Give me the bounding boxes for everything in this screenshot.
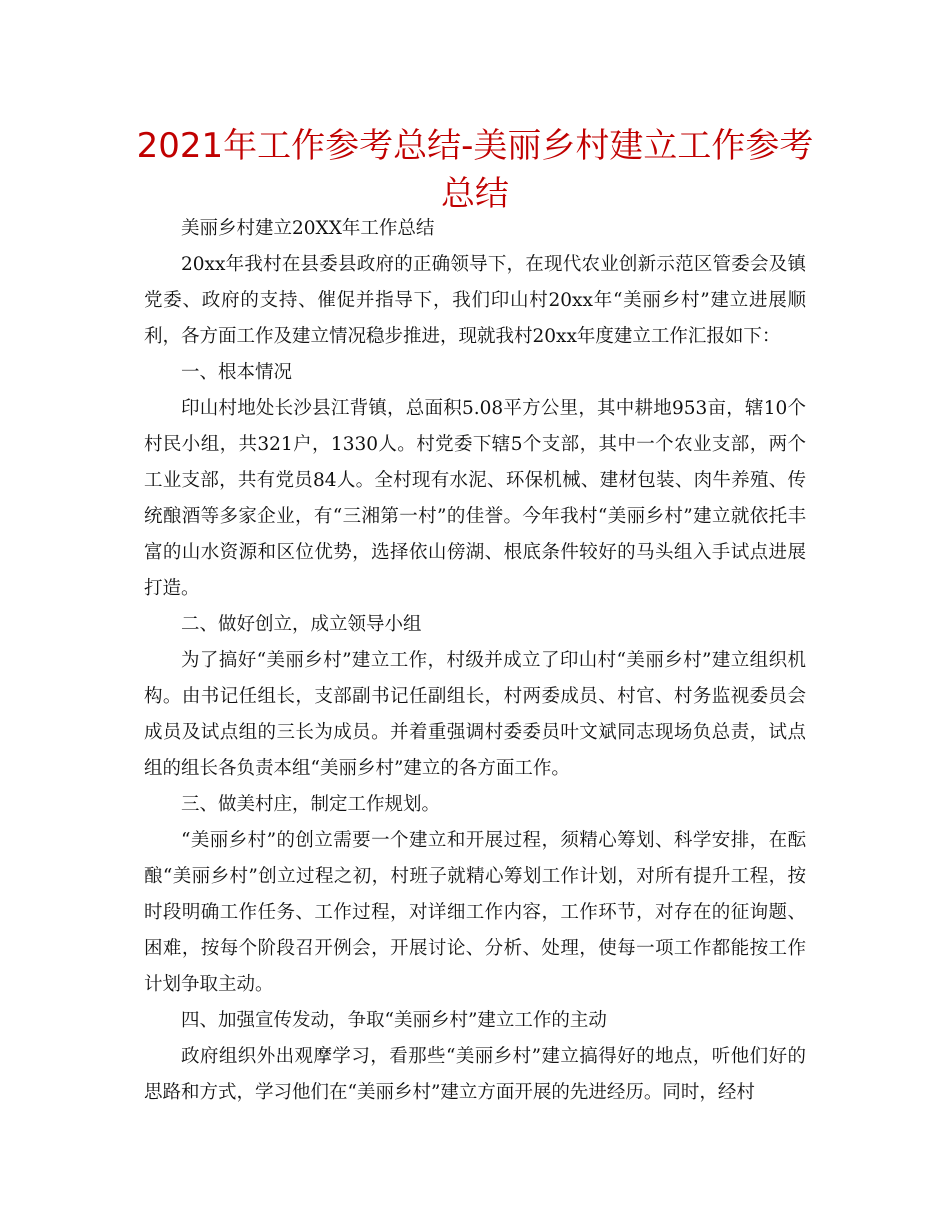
document-body (144, 211, 806, 1111)
section-heading-4: 四、加强宣传发动，争取“美丽乡村”建立工作的主动 (181, 1010, 607, 1031)
section-heading-2: 二、做好创立，成立领导小组 (181, 614, 422, 635)
section-heading-3: 三、做美村庄，制定工作规划。 (181, 794, 441, 815)
section-heading-1: 一、根本情况 (181, 362, 293, 383)
paragraph-subtitle: 美丽乡村建立20XX年工作总结 (181, 218, 435, 239)
paragraph-work-plan: “美丽乡村”的创立需要一个建立和开展过程，须精心筹划、科学安排，在酝酿“美丽乡村”创立过程之初，村班子就精心筹划工作计划，对所有提升工程，按时段明确工作任务、工作过程，对详细工作内容，工作环节，对存在的征询题、困难，按每个阶段召开例会，开展讨论、分析、处理，使每一项工作都能按工作计划争取主动。 (144, 830, 806, 995)
paragraph-basic-situation: 印山村地处长沙县江背镇，总面积5.08平方公里，其中耕地953亩，辖10个村民小组，共321户，1330人。村党委下辖5个支部，其中一个农业支部，两个工业支部，共有党员84人。全村现有水泥、环保机械、建材包装、肉牛养殖、传统酿酒等多家企业，有“三湘第一村”的佳誉。今年我村“美丽乡村”建立就依托丰富的山水资源和区位优势，选择依山傍湖、根底条件较好的马头组入手试点进展打造。 (144, 398, 806, 599)
paragraph-intro: 20xx年我村在县委县政府的正确领导下，在现代农业创新示范区管委会及镇党委、政府的支持、催促并指导下，我们印山村20xx年“美丽乡村”建立进展顺利，各方面工作及建立情况稳步推进，现就我村20xx年度建立工作汇报如下： (144, 254, 806, 347)
document-title: 2021年工作参考总结-美丽乡村建立工作参考总结 (136, 126, 814, 214)
paragraph-leadership-group: 为了搞好“美丽乡村”建立工作，村级并成立了印山村“美丽乡村”建立组织机构。由书记任组长，支部副书记任副组长，村两委成员、村官、村务监视委员会成员及试点组的三长为成员。并着重强调村委委员叶文斌同志现场负总责，试点组的组长各负责本组“美丽乡村”建立的各方面工作。 (144, 650, 806, 779)
paragraph-publicity: 政府组织外出观摩学习，看那些“美丽乡村”建立搞得好的地点，听他们好的思路和方式，学习他们在“美丽乡村”建立方面开展的先进经历。同时，经村 (144, 1046, 806, 1103)
